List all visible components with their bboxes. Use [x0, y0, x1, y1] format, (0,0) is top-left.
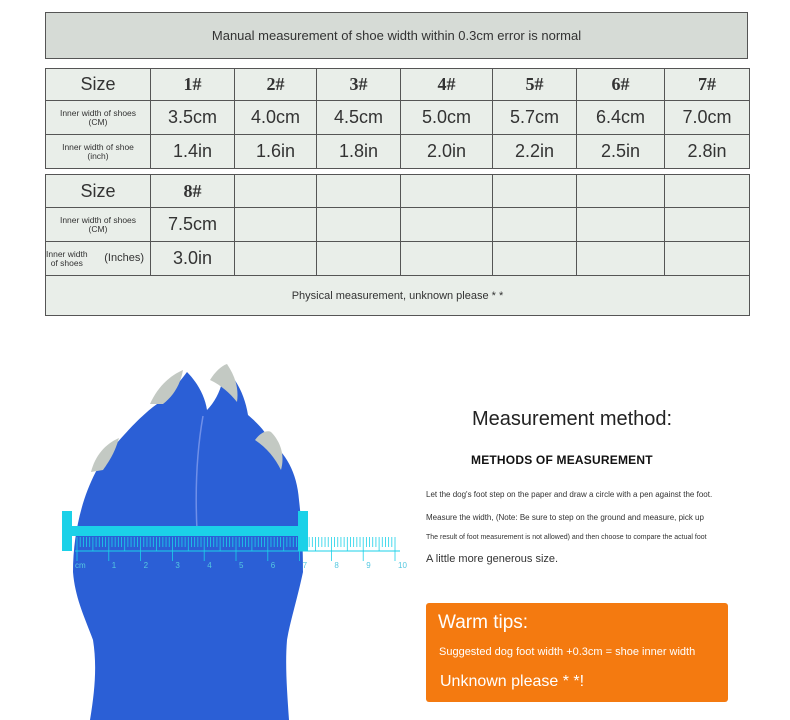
empty-cell [401, 208, 493, 242]
empty-cell [665, 242, 750, 276]
size-header-2: Size [46, 175, 151, 208]
inch-1: 1.4in [151, 135, 235, 169]
cm-5: 5.7cm [493, 101, 577, 135]
empty-cell [401, 242, 493, 276]
tips-unknown: Unknown please * *! [440, 673, 585, 690]
empty-cell [665, 175, 750, 208]
size-table-1 [45, 68, 750, 169]
inch-7: 2.8in [665, 135, 750, 169]
empty-cell [665, 208, 750, 242]
ruler-label: 2 [143, 561, 149, 570]
ruler-label: 9 [366, 561, 371, 570]
inch-8: 3.0in [151, 242, 235, 276]
size-6: 6# [577, 69, 665, 101]
ruler-label: 8 [334, 561, 339, 570]
cm-4: 5.0cm [401, 101, 493, 135]
method-title: Measurement method: [472, 408, 673, 430]
empty-cell [493, 208, 577, 242]
ruler-label: 5 [239, 561, 244, 570]
size-2: 2# [235, 69, 317, 101]
empty-cell [317, 242, 401, 276]
ruler-label: 7 [302, 561, 308, 570]
measure-bar [72, 526, 298, 536]
inch-2: 1.6in [235, 135, 317, 169]
inch-5: 2.2in [493, 135, 577, 169]
cm-2: 4.0cm [235, 101, 317, 135]
method-line-3: The result of foot measurement is not allowed) and then choose to compare the actual foot [426, 534, 707, 541]
size-1: 1# [151, 69, 235, 101]
method-line-2: Measure the width, (Note: Be sure to step on the ground and measure, pick up [426, 513, 704, 522]
ruler-label: 6 [270, 561, 276, 570]
empty-cell [235, 208, 317, 242]
inch-row-label: Inner width of shoe (inch) [46, 135, 151, 169]
size-8: 8# [151, 175, 235, 208]
size-3: 3# [317, 69, 401, 101]
inch-6: 2.5in [577, 135, 665, 169]
method-line-1: Let the dog's foot step on the paper and draw a circle with a pen against the foot. [426, 490, 713, 499]
banner-note: Manual measurement of shoe width within 0.3cm error is normal [45, 12, 748, 59]
size-4: 4# [401, 69, 493, 101]
cm-8: 7.5cm [151, 208, 235, 242]
empty-cell [493, 242, 577, 276]
cm-6: 6.4cm [577, 101, 665, 135]
inch-row-label-2: Inner width of shoes (Inches) [46, 242, 151, 276]
ruler-label: 1 [111, 561, 117, 570]
method-subtitle: METHODS OF MEASUREMENT [471, 453, 653, 467]
empty-cell [235, 242, 317, 276]
inch-3: 1.8in [317, 135, 401, 169]
ruler-label: 3 [175, 561, 180, 570]
ruler-unit-label: cm [75, 561, 86, 570]
dog-paw-illustration [55, 360, 415, 720]
empty-cell [577, 208, 665, 242]
cm-3: 4.5cm [317, 101, 401, 135]
cm-7: 7.0cm [665, 101, 750, 135]
empty-cell [493, 175, 577, 208]
empty-cell [577, 175, 665, 208]
empty-cell [317, 175, 401, 208]
cm-row-label: Inner width of shoes (CM) [46, 101, 151, 135]
ruler-label: 4 [207, 561, 212, 570]
size-7: 7# [665, 69, 750, 101]
tips-title: Warm tips: [438, 612, 529, 633]
method-line-4: A little more generous size. [426, 553, 559, 565]
empty-cell [235, 175, 317, 208]
empty-cell [577, 242, 665, 276]
inch-4: 2.0in [401, 135, 493, 169]
size-header: Size [46, 69, 151, 101]
tips-suggestion: Suggested dog foot width +0.3cm = shoe inner width [439, 646, 696, 658]
warm-tips-box [426, 603, 728, 702]
ruler-end-left [62, 511, 72, 551]
cm-row-label-2: Inner width of shoes (CM) [46, 208, 151, 242]
cm-1: 3.5cm [151, 101, 235, 135]
size-table-2 [45, 174, 750, 316]
size-5: 5# [493, 69, 577, 101]
empty-cell [401, 175, 493, 208]
ruler-label: 10 [398, 561, 407, 570]
measurement-note: Physical measurement, unknown please * * [46, 276, 750, 316]
empty-cell [317, 208, 401, 242]
